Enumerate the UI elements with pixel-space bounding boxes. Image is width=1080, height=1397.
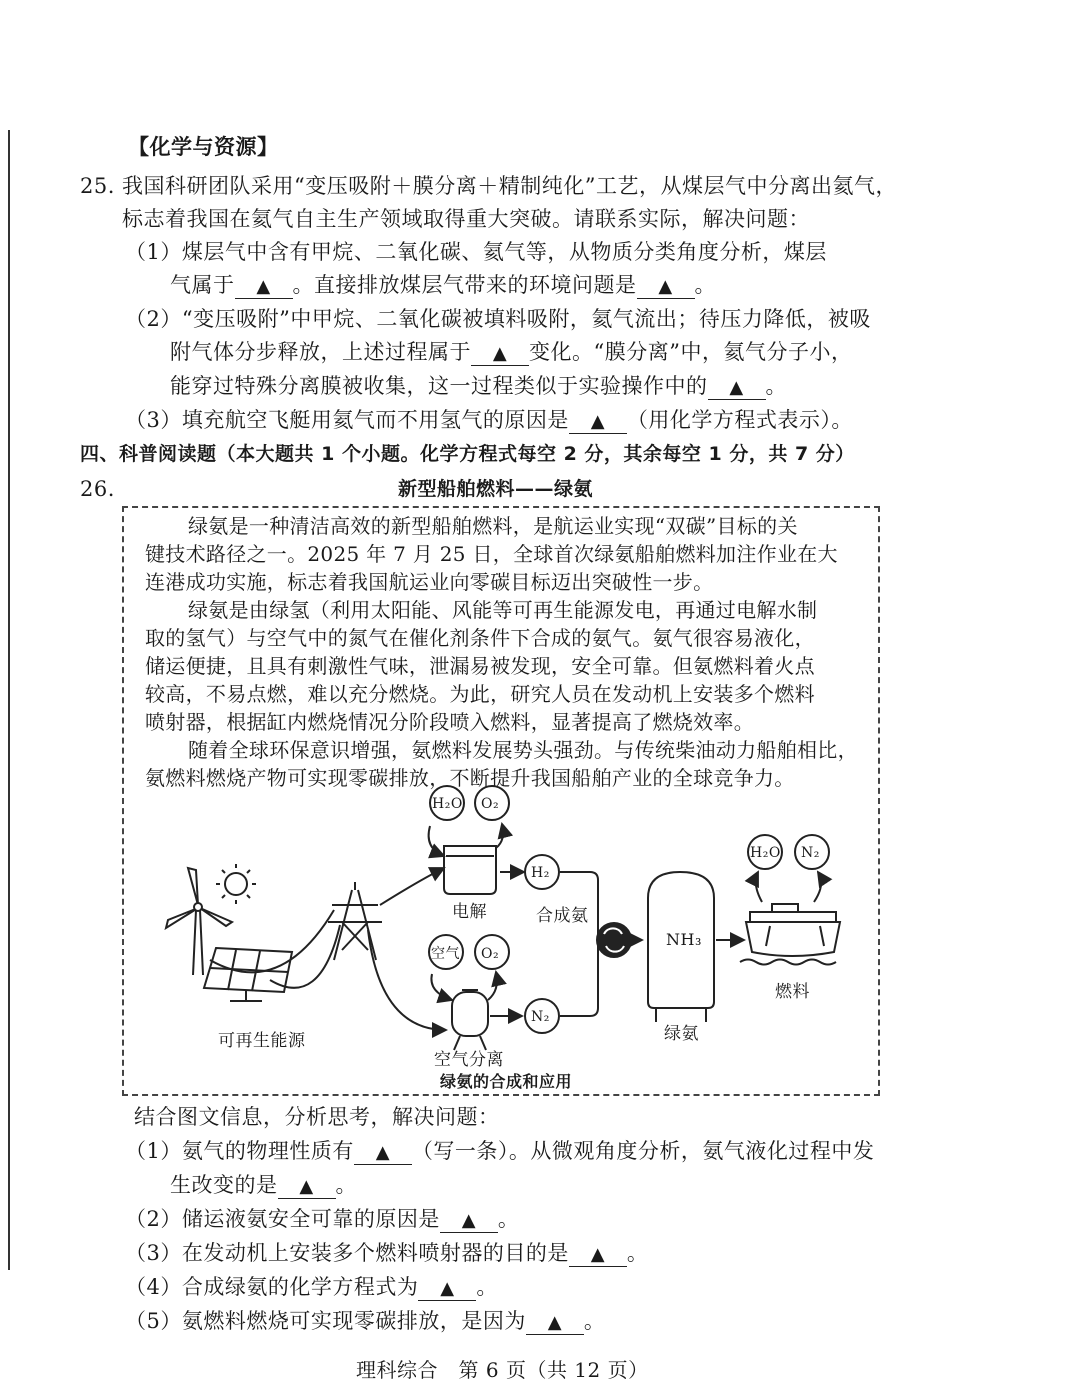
label-h2o: H₂O (750, 845, 781, 861)
electrolysis-cell-icon (444, 846, 496, 894)
label-n2: N₂ (531, 1009, 550, 1025)
passage-line: 随着全球环保意识增强，氨燃料发展势头强劲。与传统柴油动力船舶相比， (188, 738, 858, 762)
q25-part2-line1: （2）“变压吸附”中甲烷、二氧化碳被填料吸附，氦气流出；待压力降低，被吸 (125, 307, 871, 331)
passage-line: 绿氨是一种清洁高效的新型船舶燃料，是航运业实现“双碳”目标的关 (188, 514, 798, 538)
q26-part1-line1: （1）氨气的物理性质有 ▲ （写一条）。从微观角度分析，氨气液化过程中发 (125, 1139, 875, 1163)
label-o2: O₂ (481, 946, 500, 962)
q26-number: 26. (80, 477, 115, 501)
q26-part5: （5）氨燃料燃烧可实现零碳排放，是因为 ▲ 。 (125, 1309, 606, 1333)
wind-turbine-icon (166, 868, 232, 975)
label-nh3: NH₃ (666, 930, 702, 949)
solar-panel-icon (204, 948, 292, 1001)
q26-part4: （4）合成绿氨的化学方程式为 ▲ 。 (125, 1275, 498, 1299)
section-heading-chemistry: 【化学与资源】 (128, 135, 279, 159)
passage-line: 取的氢气）与空气中的氮气在催化剂条件下合成的氨气。氨气很容易液化， (145, 626, 815, 650)
answer-blank[interactable]: ▲ (278, 1176, 336, 1199)
passage-line: 连港成功实施，标志着我国航运业向零碳目标迈出突破性一步。 (145, 570, 714, 594)
sun-icon (216, 864, 256, 904)
q26-part1-line2: 生改变的是 ▲ 。 (170, 1173, 357, 1197)
label-o2: O₂ (481, 796, 500, 812)
label-h2: H₂ (531, 865, 550, 881)
label-air-separation: 空气分离 (434, 1050, 504, 1070)
q26-part3: （3）在发动机上安装多个燃料喷射器的目的是 ▲ 。 (125, 1241, 649, 1265)
answer-blank[interactable]: ▲ (471, 343, 529, 366)
passage-line: 氨燃料燃烧产物可实现零碳排放，不断提升我国船舶产业的全球竞争力。 (145, 766, 795, 790)
passage-line: 绿氨是由绿氢（利用太阳能、风能等可再生能源发电，再通过电解水制 (188, 598, 818, 622)
passage-line: 喷射器，根据缸内燃烧情况分阶段喷入燃料，显著提高了燃烧效率。 (145, 710, 754, 734)
q25-part3: （3）填充航空飞艇用氦气而不用氢气的原因是 ▲ （用化学方程式表示）。 (125, 408, 853, 432)
answer-blank[interactable]: ▲ (637, 276, 695, 299)
page-footer: 理科综合 第 6 页（共 12 页） (356, 1358, 649, 1382)
answer-blank[interactable]: ▲ (569, 411, 627, 434)
answer-blank[interactable]: ▲ (235, 276, 293, 299)
label-green-ammonia: 绿氨 (664, 1024, 699, 1044)
answer-blank[interactable]: ▲ (569, 1244, 627, 1267)
air-separator-icon (452, 990, 488, 1050)
answer-blank[interactable]: ▲ (418, 1278, 476, 1301)
passage-line: 键技术路径之一。2025 年 7 月 25 日，全球首次绿氨船舶燃料加注作业在大 (145, 542, 838, 566)
transmission-tower-icon (328, 882, 382, 960)
diagram-caption: 绿氨的合成和应用 (440, 1072, 573, 1091)
q25-number: 25. (80, 174, 115, 198)
ship-engine-icon (740, 904, 840, 965)
q25-part2-line2: 附气体分步释放，上述过程属于 ▲ 变化。“膜分离”中，氦气分子小， (170, 340, 853, 364)
q25-part2-line3: 能穿过特殊分离膜被收集，这一过程类似于实验操作中的 ▲ 。 (170, 374, 787, 398)
answer-blank[interactable]: ▲ (440, 1210, 498, 1233)
answer-blank[interactable]: ▲ (708, 377, 766, 400)
q26-part2: （2）储运液氨安全可靠的原因是 ▲ 。 (125, 1207, 520, 1231)
label-renewable-energy: 可再生能源 (218, 1031, 306, 1051)
label-n2: N₂ (801, 845, 820, 861)
label-air: 空气 (431, 946, 460, 962)
answer-blank[interactable]: ▲ (526, 1312, 584, 1335)
q26-prompt: 结合图文信息，分析思考，解决问题： (134, 1105, 500, 1129)
q26-article-title: 新型船舶燃料——绿氨 (398, 478, 594, 500)
q25-part1-line1: （1）煤层气中含有甲烷、二氧化碳、氦气等，从物质分类角度分析，煤层 (125, 240, 827, 264)
answer-blank[interactable]: ▲ (354, 1142, 412, 1165)
label-h2o: H₂O (432, 796, 463, 812)
q25-stem-line2: 标志着我国在氦气自主生产领域取得重大突破。请联系实际，解决问题： (122, 207, 810, 231)
q25-stem-line1: 我国科研团队采用“变压吸附＋膜分离＋精制纯化”工艺，从煤层气中分离出氦气， (122, 174, 897, 198)
passage-line: 储运便捷，且具有刺激性气味，泄漏易被发现，安全可靠。但氨燃料着火点 (145, 654, 815, 678)
q25-part1-line2: 气属于 ▲ 。直接排放煤层气带来的环境问题是 ▲ 。 (170, 273, 716, 297)
label-electrolysis: 电解 (452, 902, 487, 922)
label-ammonia-synthesis: 合成氨 (536, 906, 589, 926)
section-heading-reading: 四、科普阅读题（本大题共 1 个小题。化学方程式每空 2 分，其余每空 1 分，共 7 分） (80, 443, 855, 465)
label-fuel: 燃料 (775, 982, 810, 1002)
passage-line: 较高，不易点燃，难以充分燃烧。为此，研究人员在发动机上安装多个燃料 (145, 682, 815, 706)
